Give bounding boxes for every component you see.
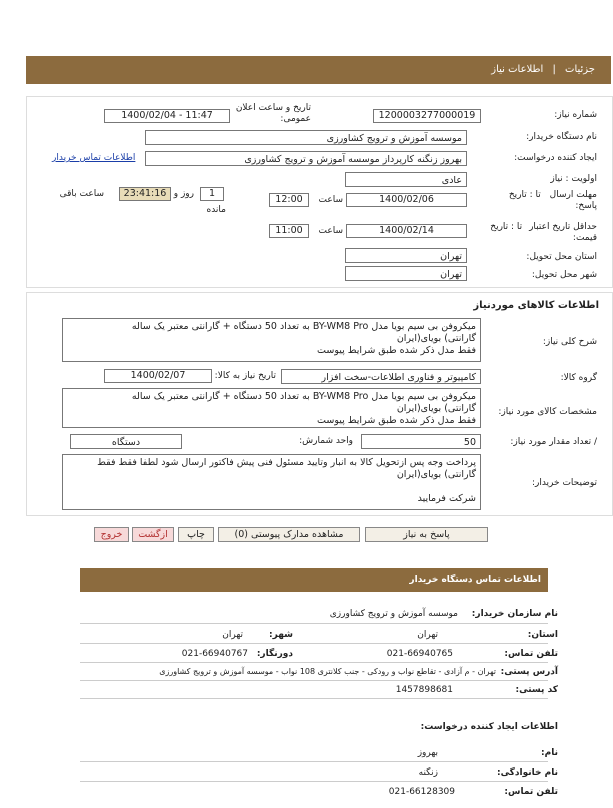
remaining-time-field: 23:41:16 — [119, 187, 171, 201]
divider-4 — [80, 680, 548, 681]
remaining-days-label: روز و — [173, 189, 194, 199]
spec-label: مشخصات کالای مورد نیاز: — [498, 407, 597, 417]
requester-family-label: نام خانوادگی: — [496, 768, 558, 778]
notes-line-4: شرکت فرمایید — [417, 493, 476, 504]
breadcrumb-need-info[interactable]: اطلاعات نیاز — [491, 64, 544, 75]
need-date-label: تاریخ نیاز به کالا: — [214, 371, 276, 381]
remaining-days-field: 1 — [200, 187, 224, 201]
city-label: شهر محل تحویل: — [531, 270, 597, 280]
validity-time-field[interactable]: 11:00 — [269, 224, 309, 238]
notes-field[interactable] — [62, 454, 481, 510]
divider-7 — [80, 781, 548, 782]
unit-label: واحد شمارش: — [299, 436, 353, 446]
notes-label: توضیحات خریدار: — [531, 478, 597, 488]
org-label: نام سازمان خریدار: — [471, 609, 558, 619]
spec-field[interactable] — [62, 388, 481, 428]
requester-name-label: نام: — [541, 748, 558, 758]
deadline-label-line1 — [509, 190, 597, 201]
need-number-field[interactable]: 1200003277000019 — [373, 109, 481, 123]
requester-name-value: بهروز — [417, 748, 438, 758]
breadcrumb — [491, 64, 595, 75]
postal-value: 1457898681 — [395, 685, 453, 695]
priority-field[interactable]: عادی — [345, 172, 467, 187]
requester-phone-label: تلفن تماس: — [504, 787, 558, 797]
announce-datetime-field[interactable]: 1400/02/04 - 11:47 — [104, 109, 230, 123]
divider-5 — [80, 698, 548, 699]
contact-fax-value: 021-66940767 — [181, 649, 248, 659]
notes-line-3 — [67, 481, 476, 493]
requester-title: اطلاعات ایجاد کننده درخواست: — [420, 722, 558, 732]
contact-province-value: تهران — [417, 630, 438, 640]
validity-time-label: ساعت — [318, 226, 343, 236]
deadline-label — [509, 190, 597, 212]
need-number-label: شماره نیاز: — [554, 110, 597, 120]
postal-label: کد پستی: — [515, 685, 558, 695]
address-label: آدرس پستی: — [500, 667, 558, 677]
deadline-time-field[interactable]: 12:00 — [269, 193, 309, 207]
summary-field[interactable] — [62, 318, 481, 362]
requester-family-value: زنگنه — [418, 768, 438, 778]
summary-line-1: میکروفن بی سیم بویا مدل BY-WM8 Pro به تعداد 50 دستگاه + گارانتی معتبر یک ساله — [131, 321, 476, 332]
buyer-field[interactable]: موسسه آموزش و ترویج کشاورزی — [145, 130, 467, 145]
announce-label — [236, 103, 311, 125]
requester-phone-value: 021-66128309 — [388, 787, 455, 797]
spec-line-3: فقط مدل ذکر شده طبق شرایط پیوست — [317, 415, 476, 426]
spec-line-2: گارانتی) بویای(ایران — [396, 403, 476, 414]
remaining-days-label-2: مانده — [206, 205, 226, 215]
attachments-button[interactable]: مشاهده مدارک پیوستی (0) — [218, 527, 360, 542]
qty-label: / تعداد مقدار مورد نیاز: — [510, 437, 597, 447]
announce-label-line2: عمومی: — [280, 114, 311, 124]
validity-label-line1 — [490, 222, 597, 233]
deadline-to-label: تا : تاریخ — [508, 190, 541, 200]
priority-label: اولویت : نیاز — [550, 174, 597, 184]
goods-section-title: اطلاعات کالاهای موردنیاز — [473, 300, 599, 311]
breadcrumb-separator: | — [552, 64, 556, 75]
breadcrumb-details[interactable]: جزئیات — [565, 64, 595, 75]
deadline-time-label: ساعت — [318, 195, 343, 205]
group-label: گروه کالا: — [560, 373, 597, 383]
creator-field[interactable]: بهروز زنگنه کارپرداز موسسه آموزش و ترویج کشاورزی — [145, 151, 467, 166]
unit-field[interactable]: دستگاه — [70, 434, 182, 449]
contact-province-label: استان: — [527, 630, 558, 640]
need-date-field[interactable]: 1400/02/07 — [104, 369, 212, 383]
validity-label-line2: قیمت: — [572, 233, 597, 243]
spec-line-1: میکروفن بی سیم بویا مدل BY-WM8 Pro به تعداد 50 دستگاه + گارانتی معتبر یک ساله — [131, 391, 476, 402]
creator-label: ایجاد کننده درخواست: — [514, 153, 597, 163]
deadline-date-field[interactable]: 1400/02/06 — [346, 193, 467, 207]
contact-fax-label: دورنگار: — [256, 649, 293, 659]
deadline-label-line2: پاسخ: — [575, 201, 597, 211]
contact-phone-value: 021-66940765 — [386, 649, 453, 659]
validity-label — [490, 222, 597, 244]
exit-button[interactable]: خروج — [94, 527, 129, 542]
buyer-label: نام دستگاه خریدار: — [526, 132, 597, 142]
print-button[interactable]: چاپ — [178, 527, 214, 542]
validity-label-text: حداقل تاریخ اعتبار — [529, 222, 597, 232]
contact-city-value: تهران — [222, 630, 243, 640]
announce-label-line1: تاریخ و ساعت اعلان — [235, 103, 311, 113]
notes-line-1: پرداخت وجه پس ازتحویل کالا به انبار وتایید مسئول فنی پیش فاکتور ارسال شود لطفا فقط فقط — [97, 457, 476, 468]
validity-to-label: تا : تاریخ — [490, 222, 523, 232]
validity-date-field[interactable]: 1400/02/14 — [346, 224, 467, 238]
address-value: تهران - م آزادی - تقاطع نواب و رودکی - جنب کلانتری 108 نواب - موسسه آموزش و ترویج کشاورزی — [159, 667, 496, 676]
summary-line-2: گارانتی) بویای(ایران — [396, 333, 476, 344]
reply-button[interactable]: پاسخ به نیاز — [365, 527, 488, 542]
divider-3 — [80, 662, 548, 663]
province-field[interactable]: تهران — [345, 248, 467, 263]
deadline-label-text: مهلت ارسال — [549, 190, 597, 200]
summary-label: شرح کلی نیاز: — [542, 337, 597, 347]
province-label: استان محل تحویل: — [526, 252, 597, 262]
city-field[interactable]: تهران — [345, 266, 467, 281]
contact-phone-label: تلفن تماس: — [504, 649, 558, 659]
divider-1 — [80, 623, 548, 624]
notes-line-2: گارانتی) بویای(ایران — [396, 469, 476, 480]
contact-city-label: شهر: — [269, 630, 293, 640]
org-value: موسسه آموزش و ترویج کشاورزی — [329, 609, 458, 619]
divider-6 — [80, 761, 548, 762]
contact-section-title: اطلاعات تماس دستگاه خریدار — [409, 575, 541, 585]
group-field[interactable]: کامپیوتر و فناوری اطلاعات-سخت افزار — [281, 369, 481, 384]
divider-2 — [80, 643, 548, 644]
buyer-contact-link[interactable]: اطلاعات تماس خریدار — [52, 153, 136, 163]
summary-line-3: فقط مدل ذکر شده طبق شرایط پیوست — [317, 345, 476, 356]
qty-field[interactable]: 50 — [361, 434, 481, 449]
remaining-time-label: ساعت باقی — [59, 189, 104, 199]
back-button[interactable]: ازگشت — [132, 527, 174, 542]
